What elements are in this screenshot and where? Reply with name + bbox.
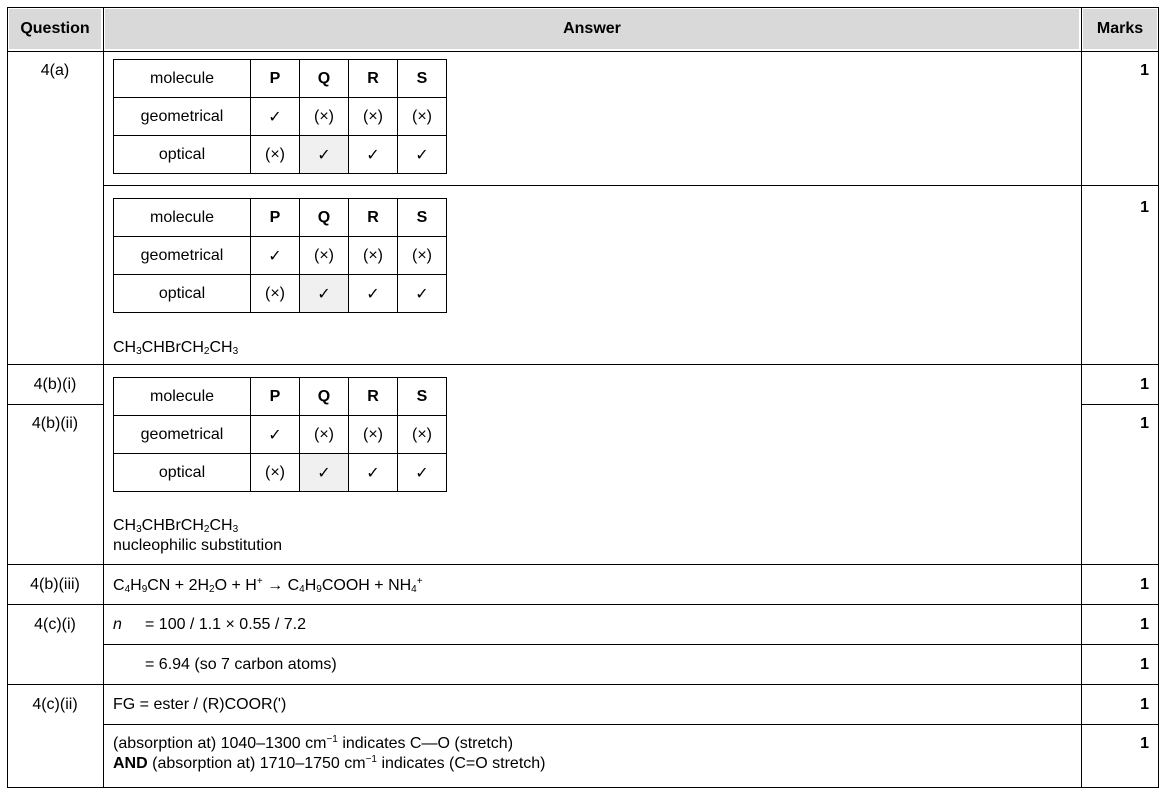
molecule-label: molecule: [114, 60, 251, 98]
col-p: P: [251, 199, 300, 237]
optical-q: ✓: [300, 454, 349, 492]
molecule-label: molecule: [114, 378, 251, 416]
mark-scheme-table: [7, 7, 1159, 788]
geometrical-s: (×): [398, 416, 447, 454]
hydrolysis-equation: $C_4H_9CN + 2H_2O + H^+$ → $C_4H_9COOH + NH_4^+$: [113, 576, 423, 595]
geometrical-q: (×): [300, 237, 349, 275]
optical-p: (×): [251, 454, 300, 492]
marks-4cii-2: 1: [1140, 735, 1149, 752]
and-keyword: AND: [113, 755, 148, 772]
marks-4cii-1: 1: [1140, 696, 1149, 713]
formula-4b: $CH_3CHBrCH_2CH_3$: [113, 517, 239, 535]
question-4a: 4(a): [40, 62, 70, 79]
border-right: [1158, 7, 1159, 788]
optical-s: ✓: [398, 275, 447, 313]
marks-4bi: 1: [1140, 376, 1149, 393]
optical-p: (×): [251, 275, 300, 313]
header-question: Question: [9, 9, 101, 49]
border-left: [7, 7, 8, 788]
border-bottom: [7, 787, 1159, 788]
border-header: [7, 51, 1159, 52]
marks-4a-1: 1: [1140, 62, 1149, 79]
geometrical-p: ✓: [251, 237, 300, 275]
geometrical-label: geometrical: [114, 237, 251, 275]
isomer-table-1: [113, 59, 447, 174]
geometrical-s: (×): [398, 98, 447, 136]
question-4cii: 4(c)(ii): [32, 696, 78, 713]
optical-r: ✓: [349, 275, 398, 313]
header-answer: Answer: [105, 9, 1079, 49]
col-s: S: [398, 60, 447, 98]
col-r: R: [349, 378, 398, 416]
geometrical-q: (×): [300, 416, 349, 454]
n-result: = 6.94 (so 7 carbon atoms): [145, 656, 337, 673]
isomer-table-2: [113, 198, 447, 313]
col-r: R: [349, 60, 398, 98]
optical-label: optical: [114, 275, 251, 313]
border-row-4biii: [7, 604, 1159, 605]
optical-r: ✓: [349, 454, 398, 492]
marks-4ci-1: 1: [1140, 616, 1149, 633]
optical-s: ✓: [398, 454, 447, 492]
border-col1: [103, 7, 104, 788]
col-s: S: [398, 378, 447, 416]
col-q: Q: [300, 60, 349, 98]
col-p: P: [251, 60, 300, 98]
geometrical-r: (×): [349, 98, 398, 136]
optical-r: ✓: [349, 136, 398, 174]
optical-s: ✓: [398, 136, 447, 174]
header-marks: Marks: [1083, 9, 1157, 49]
reaction-type: nucleophilic substitution: [113, 537, 282, 554]
formula-4a: $CH_3CHBrCH_2CH_3$: [113, 339, 239, 357]
optical-label: optical: [114, 454, 251, 492]
border-top: [7, 7, 1159, 8]
isomer-table-3: [113, 377, 447, 492]
col-p: P: [251, 378, 300, 416]
marks-4a-2: 1: [1140, 199, 1149, 216]
ir-line-1: (absorption at) 1040–1300 $cm^{-1}$ indicates C—O (stretch): [113, 734, 514, 752]
border-4bi-m: [1081, 404, 1159, 405]
n-symbol: n: [113, 616, 122, 633]
optical-label: optical: [114, 136, 251, 174]
col-r: R: [349, 199, 398, 237]
geometrical-r: (×): [349, 237, 398, 275]
question-4ci: 4(c)(i): [34, 616, 76, 633]
functional-group: FG = ester / (R)COOR('): [113, 696, 287, 713]
geometrical-label: geometrical: [114, 98, 251, 136]
question-4bi: 4(b)(i): [33, 376, 77, 393]
ir-line-2: AND (absorption at) 1710–1750 $cm^{-1}$ indicates (C=O stretch): [113, 754, 546, 772]
border-row-4ci: [7, 684, 1159, 685]
question-4biii: 4(b)(iii): [30, 576, 80, 593]
border-col2: [1081, 7, 1082, 788]
geometrical-r: (×): [349, 416, 398, 454]
optical-p: (×): [251, 136, 300, 174]
geometrical-p: ✓: [251, 416, 300, 454]
marks-4ci-2: 1: [1140, 656, 1149, 673]
question-4bii: 4(b)(ii): [31, 415, 79, 432]
molecule-label: molecule: [114, 199, 251, 237]
border-4a-sub: [103, 185, 1159, 186]
geometrical-p: ✓: [251, 98, 300, 136]
optical-q: ✓: [300, 136, 349, 174]
marks-4bii: 1: [1140, 415, 1149, 432]
marks-4biii: 1: [1140, 576, 1149, 593]
n-calculation: = 100 / 1.1 × 0.55 / 7.2: [145, 616, 307, 633]
geometrical-s: (×): [398, 237, 447, 275]
border-4bi-q: [7, 404, 103, 405]
geometrical-label: geometrical: [114, 416, 251, 454]
optical-q: ✓: [300, 275, 349, 313]
col-q: Q: [300, 199, 349, 237]
border-row-4a: [7, 364, 1159, 365]
geometrical-q: (×): [300, 98, 349, 136]
col-q: Q: [300, 378, 349, 416]
border-row-4b: [7, 564, 1159, 565]
border-4cii-sub: [103, 724, 1159, 725]
col-s: S: [398, 199, 447, 237]
border-4ci-sub: [103, 644, 1159, 645]
